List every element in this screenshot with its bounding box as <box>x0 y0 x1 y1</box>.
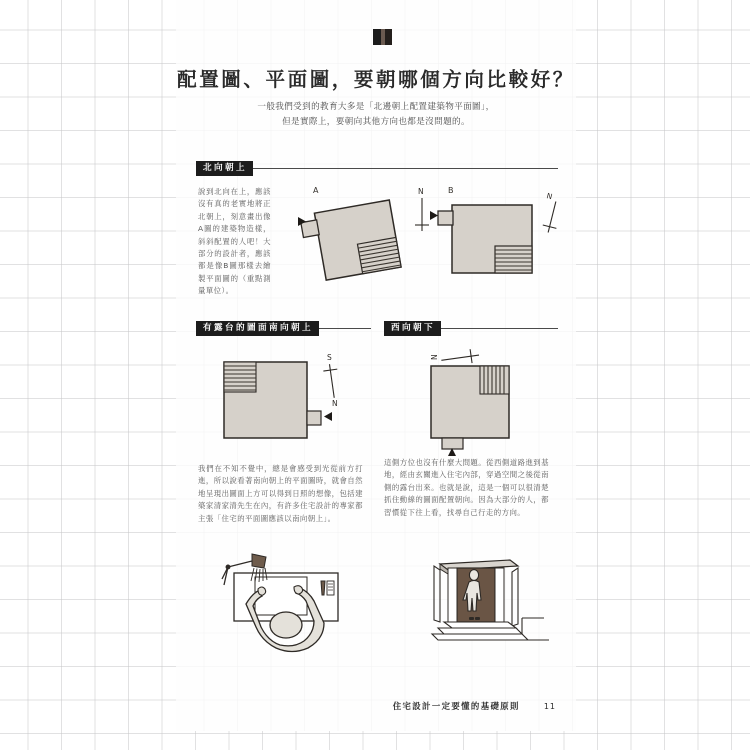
subtitle-line-2: 但是實際上，要朝向其他方向也都是沒問題的。 <box>282 116 470 127</box>
book-page <box>176 0 576 731</box>
section-body-south-up: 我們在不知不覺中，總是會感受到光從前方打進，所以說看著南向朝上的平面圖時，就會自然地呈現出圖面上方可以得到日照的想像，包括建築家清家清先生在內，有許多住宅設計的專家都主張「住宅的平面圖應該以南向朝上」。 <box>198 464 363 523</box>
figure-plan-a <box>294 181 444 296</box>
section-rule <box>253 168 558 169</box>
figure-west-compass-n: N <box>430 354 439 360</box>
figure-b-label: B <box>448 186 454 195</box>
section-body-north-up: 說到北向在上，應該沒有真的老實地將正北朝上，刻意畫出像A圖的建築物造樣，斜斜配置的人吧！大部分的設計者，應該都是像B圖那樣去繪製平面圖的（重點測量單位）。 <box>198 187 271 296</box>
figure-a-label: A <box>313 186 319 195</box>
section-tag-label: 有露台的圖面南向朝上 <box>196 321 319 336</box>
figure-plan-west-down <box>401 348 556 456</box>
section-heading-west-down <box>384 321 558 336</box>
section-tag-label: 北向朝上 <box>196 161 253 176</box>
figure-plan-south-up <box>204 348 364 456</box>
section-rule <box>319 328 371 329</box>
section-tag-label: 西向朝下 <box>384 321 441 336</box>
page-footer <box>176 700 576 712</box>
figure-b-compass-n: N <box>545 191 554 202</box>
figure-south-compass-s: S <box>327 353 332 362</box>
illustration-desk-lamp-person <box>208 549 368 654</box>
subtitle-line-1: 一般我們受到的教育大多是「北邊朝上配置建築物平面圖」， <box>257 102 495 112</box>
section-rule <box>441 328 558 329</box>
page-subtitle <box>210 100 542 129</box>
section-body-west-down: 這側方位也沒有什麼大問題。從西側道路進到基地，經由玄關進入住宅內部，穿過空間之後從南側的露台出來。也就是說，這是一個可以很清楚抓住動線的圖面配置朝向。因為大部分的人，都習慣從下往上看，找尋自己行走的方向。 <box>384 458 549 517</box>
section-heading-north-up <box>196 161 558 176</box>
page-number: 11 <box>543 701 556 711</box>
illustration-entrance-person <box>404 548 564 656</box>
figure-a-compass-n: N <box>418 187 424 196</box>
figure-plan-b <box>428 181 568 296</box>
page-title: 配置圖、平面圖，要朝哪個方向比較好？ <box>177 68 575 91</box>
footer-title: 住宅設計一定要懂的基礎原則 <box>392 701 520 711</box>
figure-south-compass-n: N <box>332 399 338 408</box>
page-top-mark <box>373 29 392 45</box>
section-heading-south-up <box>196 321 371 336</box>
